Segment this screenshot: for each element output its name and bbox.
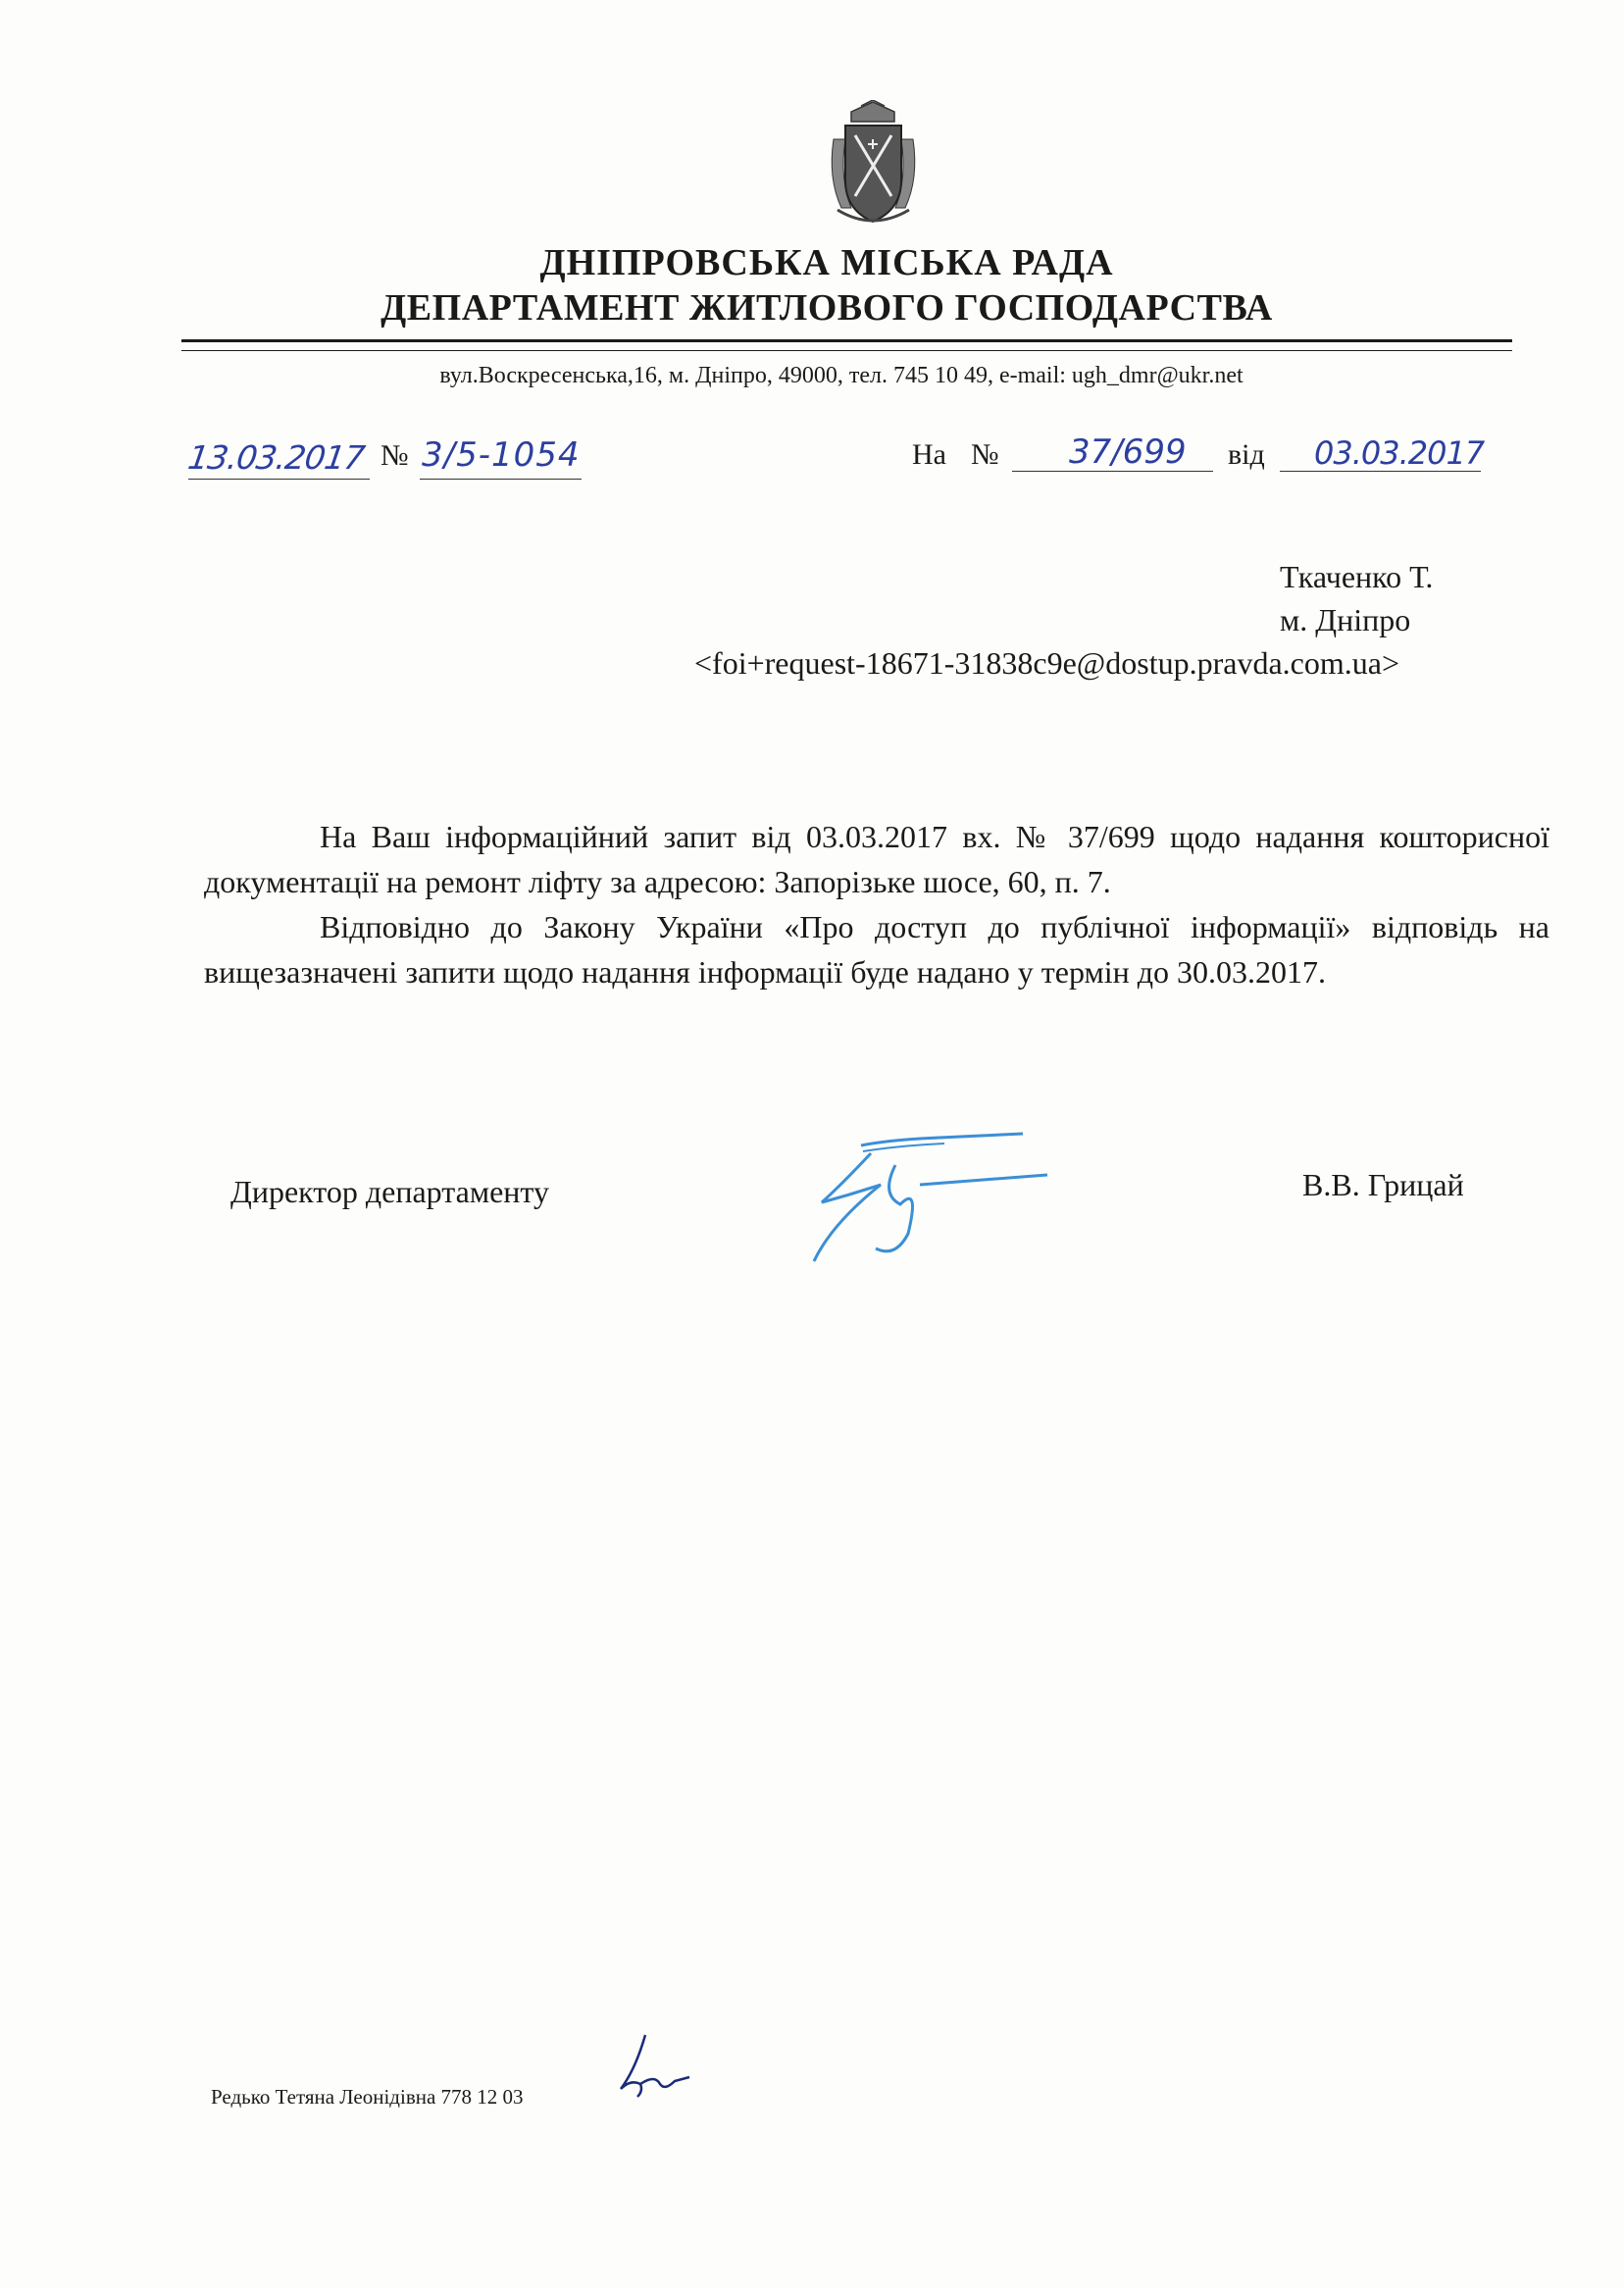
department-title: ДЕПАРТАМЕНТ ЖИТЛОВОГО ГОСПОДАРСТВА <box>381 287 1273 329</box>
recipient-email: <foi+request-18671-31838c9e@dostup.pravda.com.ua> <box>694 645 1399 681</box>
recipient-name: Ткаченко Т. <box>1280 559 1434 594</box>
city-emblem <box>822 100 925 232</box>
reply-to-label: На <box>912 438 946 471</box>
from-label: від <box>1228 438 1265 471</box>
outgoing-number-sign: № <box>381 439 409 472</box>
incoming-number: 37/699 <box>1069 432 1187 472</box>
executor-info: Редько Тетяна Леонідівна 778 12 03 <box>211 2085 524 2109</box>
letter-body <box>204 814 1549 994</box>
signatory-position: Директор департаменту <box>230 1174 549 1209</box>
body-paragraph: На Ваш інформаційний запит від 03.03.2017 вх. № 37/699 щодо надання кошторисної документації на ремонт ліфту за адресою: Запорізьке шосе, 60, п. 7. <box>204 819 1549 899</box>
handwritten-signature <box>802 1126 1047 1268</box>
header-rule-thin <box>181 350 1512 351</box>
outgoing-date: 13.03.2017 <box>185 438 367 477</box>
header-rule-thick <box>181 339 1512 342</box>
outgoing-number-underline <box>420 479 582 480</box>
recipient-city: м. Дніпро <box>1280 602 1411 637</box>
executor-initials <box>616 2030 694 2104</box>
incoming-date: 03.03.2017 <box>1314 434 1485 472</box>
incoming-number-sign: № <box>971 438 999 471</box>
outgoing-number: 3/5-1054 <box>422 435 581 475</box>
incoming-number-underline <box>1012 471 1213 472</box>
council-title: ДНІПРОВСЬКА МІСЬКА РАДА <box>539 242 1114 283</box>
incoming-date-underline <box>1280 471 1481 472</box>
outgoing-date-underline <box>188 479 370 480</box>
body-paragraph: Відповідно до Закону України «Про доступ до публічної інформації» відповідь на вищезазначені запити щодо надання інформації буде надано у термін до 30.03.2017. <box>204 909 1549 990</box>
department-address: вул.Воскресенська,16, м. Дніпро, 49000, тел. 745 10 49, e-mail: ugh_dmr@ukr.net <box>439 363 1243 388</box>
signatory-name: В.В. Грицай <box>1302 1167 1464 1202</box>
